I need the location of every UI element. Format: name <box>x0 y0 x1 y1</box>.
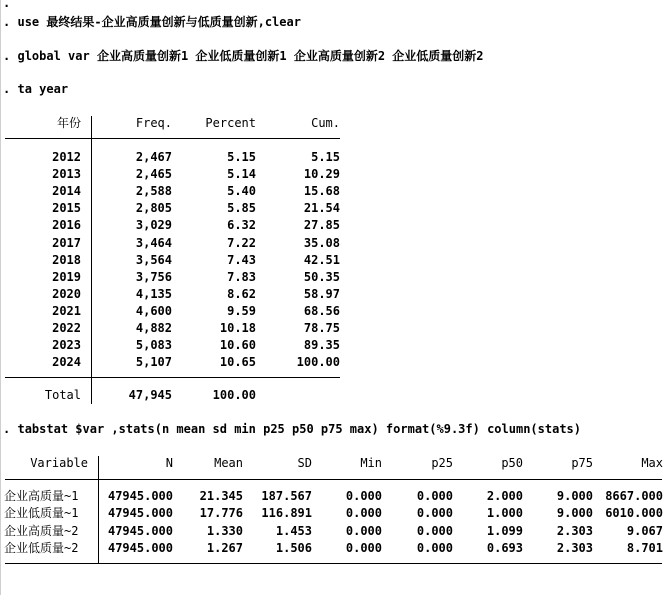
stat-value-p25: 0.000 <box>416 506 453 521</box>
column-header-p50: p50 <box>501 456 523 470</box>
row-year: 2013 <box>52 167 81 182</box>
row-cum: 100.00 <box>296 355 340 370</box>
column-header-year: 年份 <box>56 116 81 130</box>
row-year: 2015 <box>52 201 81 216</box>
stat-value-sd: 187.567 <box>261 489 312 503</box>
command-ta: ta year <box>17 82 69 96</box>
row-cum: 35.08 <box>303 235 340 250</box>
row-freq: 2,465 <box>135 167 172 182</box>
row-freq: 5,107 <box>135 355 172 370</box>
stat-value-n: 47945.000 <box>107 506 173 521</box>
command-tabstat: tabstat $var ,stats(n mean sd min p25 p50 p75 max) format(%9.3f) column(stats) <box>17 422 581 436</box>
total-rule <box>5 377 340 378</box>
stat-value-min: 0.000 <box>345 506 382 521</box>
stat-value-p50: 1.000 <box>486 506 523 521</box>
total-freq: 47,945 <box>128 388 172 402</box>
row-cum: 42.51 <box>303 252 340 267</box>
stat-value-p75: 9.000 <box>556 506 593 521</box>
row-percent: 9.59 <box>227 303 256 318</box>
row-year: 2014 <box>52 184 81 199</box>
command-use-line <box>3 13 301 30</box>
row-year: 2024 <box>52 355 81 370</box>
row-percent: 5.40 <box>227 184 256 199</box>
row-percent: 6.32 <box>227 218 256 233</box>
command-global: global var 企业高质量创新1 企业低质量创新1 企业高质量创新2 企业低质量创新2 <box>17 49 484 63</box>
stat-value-min: 0.000 <box>345 540 382 555</box>
stat-value-p75: 2.303 <box>556 540 593 555</box>
column-header-variable: Variable <box>30 456 88 470</box>
column-header-percent: Percent <box>205 116 256 130</box>
stat-value-max: 6010.000 <box>605 506 663 521</box>
stat-value-mean: 17.776 <box>199 506 243 521</box>
row-cum: 15.68 <box>303 184 340 199</box>
row-percent: 7.83 <box>227 269 256 284</box>
stat-value-max: 8667.000 <box>605 489 663 503</box>
stat-value-n: 47945.000 <box>107 489 173 503</box>
column-header-max: Max <box>641 456 663 470</box>
stat-value-p25: 0.000 <box>416 523 453 538</box>
row-freq: 2,805 <box>135 201 172 216</box>
total-percent: 100.00 <box>212 388 256 402</box>
row-year: 2016 <box>52 218 81 233</box>
row-freq: 2,467 <box>135 150 172 164</box>
stat-value-mean: 1.267 <box>206 540 243 555</box>
variable-name: 企业高质量~2 <box>4 523 79 538</box>
row-year: 2017 <box>52 235 81 250</box>
row-freq: 2,588 <box>135 184 172 199</box>
header-rule <box>5 479 662 480</box>
command-tabstat-line <box>3 422 581 436</box>
variable-column-separator <box>98 456 99 564</box>
row-freq: 4,600 <box>135 303 172 318</box>
stat-value-min: 0.000 <box>345 489 382 503</box>
command-use: use 最终结果-企业高质量创新与低质量创新,clear <box>17 15 301 29</box>
row-cum: 50.35 <box>303 269 340 284</box>
row-percent: 5.14 <box>227 167 256 182</box>
row-year: 2020 <box>52 286 81 301</box>
row-cum: 10.29 <box>303 167 340 182</box>
row-year: 2018 <box>52 252 81 267</box>
stat-value-max: 8.701 <box>626 540 663 555</box>
variable-name: 企业高质量~1 <box>4 489 79 503</box>
variable-name: 企业低质量~2 <box>4 540 79 555</box>
column-header-p25: p25 <box>431 456 453 470</box>
row-percent: 5.15 <box>227 150 256 164</box>
row-percent: 7.43 <box>227 252 256 267</box>
prompt-dot: . <box>3 82 11 96</box>
window-left-border <box>0 0 1 595</box>
stat-value-max: 9.067 <box>626 523 663 538</box>
row-year: 2022 <box>52 321 81 335</box>
column-header-mean: Mean <box>214 456 243 470</box>
row-percent: 8.62 <box>227 286 256 301</box>
header-rule <box>5 138 340 139</box>
total-label: Total <box>44 388 81 402</box>
stat-value-p75: 2.303 <box>556 523 593 538</box>
stat-value-min: 0.000 <box>345 523 382 538</box>
top-prompt-fragment: . <box>3 0 11 10</box>
row-cum: 5.15 <box>311 150 340 164</box>
stat-value-p50: 2.000 <box>486 489 523 503</box>
row-freq: 3,564 <box>135 252 172 267</box>
row-freq: 3,029 <box>135 218 172 233</box>
row-cum: 27.85 <box>303 218 340 233</box>
variable-name: 企业低质量~1 <box>4 506 79 521</box>
row-percent: 5.85 <box>227 201 256 216</box>
row-percent: 10.18 <box>219 321 256 335</box>
bottom-rule <box>5 563 662 564</box>
row-freq: 3,756 <box>135 269 172 284</box>
row-year: 2019 <box>52 269 81 284</box>
stat-value-p50: 0.693 <box>486 540 523 555</box>
stat-value-sd: 1.506 <box>275 540 312 555</box>
prompt-dot: . <box>3 15 11 29</box>
stat-value-p25: 0.000 <box>416 489 453 503</box>
command-ta-line <box>3 82 68 96</box>
row-year: 2012 <box>52 150 81 164</box>
row-year: 2021 <box>52 303 81 318</box>
column-header-freq: Freq. <box>135 116 172 130</box>
row-cum: 68.56 <box>303 303 340 318</box>
row-cum: 21.54 <box>303 201 340 216</box>
row-freq: 4,882 <box>135 321 172 335</box>
column-header-n: N <box>165 456 173 470</box>
command-global-line <box>3 47 484 64</box>
row-percent: 10.65 <box>219 355 256 370</box>
stat-value-mean: 21.345 <box>199 489 243 503</box>
row-percent: 7.22 <box>227 235 256 250</box>
row-cum: 58.97 <box>303 286 340 301</box>
stat-value-p50: 1.099 <box>486 523 523 538</box>
row-year: 2023 <box>52 338 81 353</box>
stat-value-sd: 1.453 <box>275 523 312 538</box>
column-header-sd: SD <box>297 456 312 470</box>
year-column-separator <box>91 116 92 404</box>
stat-value-p25: 0.000 <box>416 540 453 555</box>
column-header-min: Min <box>360 456 382 470</box>
row-freq: 5,083 <box>135 338 172 353</box>
stat-value-mean: 1.330 <box>206 523 243 538</box>
stat-value-p75: 9.000 <box>556 489 593 503</box>
column-header-cum: Cum. <box>311 116 340 130</box>
row-cum: 78.75 <box>303 321 340 335</box>
stat-value-n: 47945.000 <box>107 540 173 555</box>
column-header-p75: p75 <box>571 456 593 470</box>
prompt-dot: . <box>3 422 11 436</box>
row-freq: 4,135 <box>135 286 172 301</box>
stat-value-n: 47945.000 <box>107 523 173 538</box>
row-cum: 89.35 <box>303 338 340 353</box>
stat-value-sd: 116.891 <box>261 506 312 521</box>
prompt-dot: . <box>3 49 11 63</box>
row-percent: 10.60 <box>219 338 256 353</box>
row-freq: 3,464 <box>135 235 172 250</box>
